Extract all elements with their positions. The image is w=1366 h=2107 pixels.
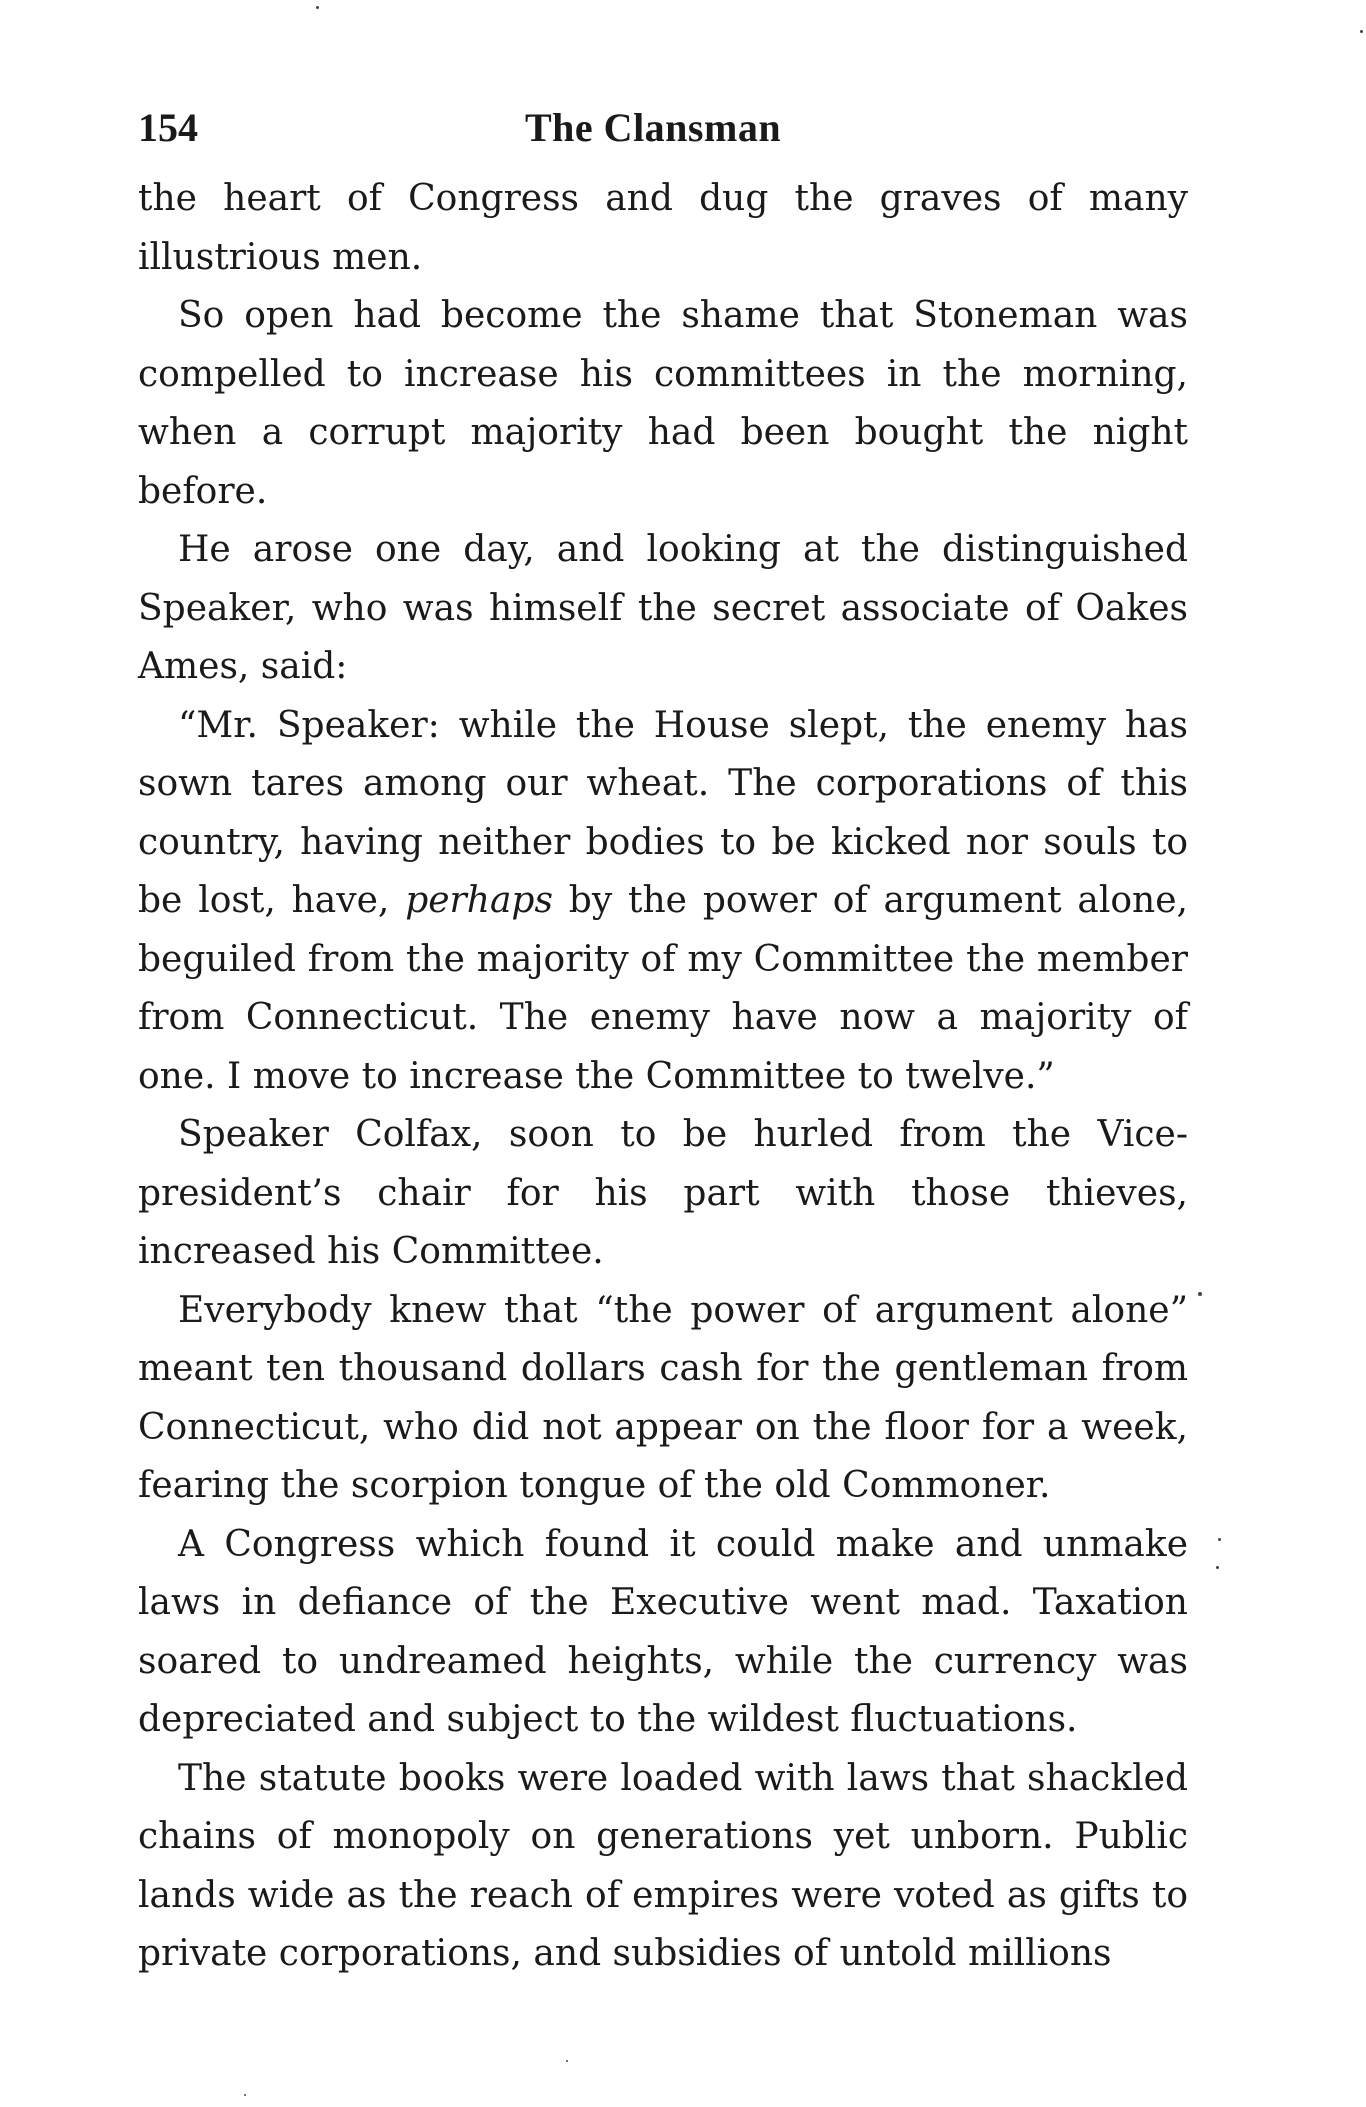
scan-speck <box>1218 1538 1221 1541</box>
scan-speck <box>244 2094 246 2096</box>
body-text <box>138 170 1188 1984</box>
scan-speck <box>1198 1292 1202 1296</box>
text-segment: “Mr. Speaker: while the House slept, the enemy has sown tares among our wheat. The corporations of this country, having neither bodies to be kicked nor souls to be lost, have, <box>138 704 1188 921</box>
scan-speck <box>1360 30 1363 33</box>
paragraph <box>138 1282 1188 1516</box>
scan-speck <box>566 2060 568 2062</box>
book-title: The Clansman <box>525 105 782 150</box>
text-segment: the heart of Congress and dug the graves of many illustrious men. <box>138 178 1188 278</box>
running-head <box>138 98 1188 158</box>
text-segment: Speaker Colfax, soon to be hurled from the Vice-president’s chair for his part with those thieves, increased his Committee. <box>138 1114 1188 1272</box>
paragraph <box>138 1750 1188 1984</box>
text-segment: Everybody knew that “the power of argument alone” meant ten thousand dollars cash for the gentleman from Connecticut, who did not appear on the floor for a week, fearing the scorpion tongue of the old Commoner. <box>138 1289 1188 1506</box>
paragraph <box>138 1516 1188 1750</box>
italic-text: perhaps <box>405 880 553 921</box>
scan-speck <box>1216 1566 1219 1569</box>
paragraph <box>138 1106 1188 1282</box>
page-number: 154 <box>138 105 198 150</box>
text-segment: by the power of argument alone, beguiled from the majority of my Committee the member from Connecticut. The enemy have now a majority of one. I move to increase the Committee to twelve.” <box>138 880 1188 1097</box>
paragraph <box>138 521 1188 697</box>
text-segment: So open had become the shame that Stoneman was compelled to increase his committees in the morning, when a corrupt majority had been bought the night before. <box>138 295 1188 512</box>
text-segment: A Congress which found it could make and unmake laws in defiance of the Executive went mad. Taxation soared to undreamed heights, while the currency was depreciated and subject to the wildest fluctuations. <box>138 1523 1188 1740</box>
paragraph <box>138 287 1188 521</box>
text-segment: He arose one day, and looking at the distinguished Speaker, who was himself the secret associate of Oakes Ames, said: <box>138 529 1188 687</box>
paragraph <box>138 170 1188 287</box>
paragraph <box>138 697 1188 1107</box>
text-segment: The statute books were loaded with laws that shackled chains of monopoly on generations yet unborn. Public lands wide as the reach of empires were voted as gifts to private corporations, and subsidies of untold millions <box>138 1757 1188 1974</box>
scan-speck <box>316 6 319 9</box>
